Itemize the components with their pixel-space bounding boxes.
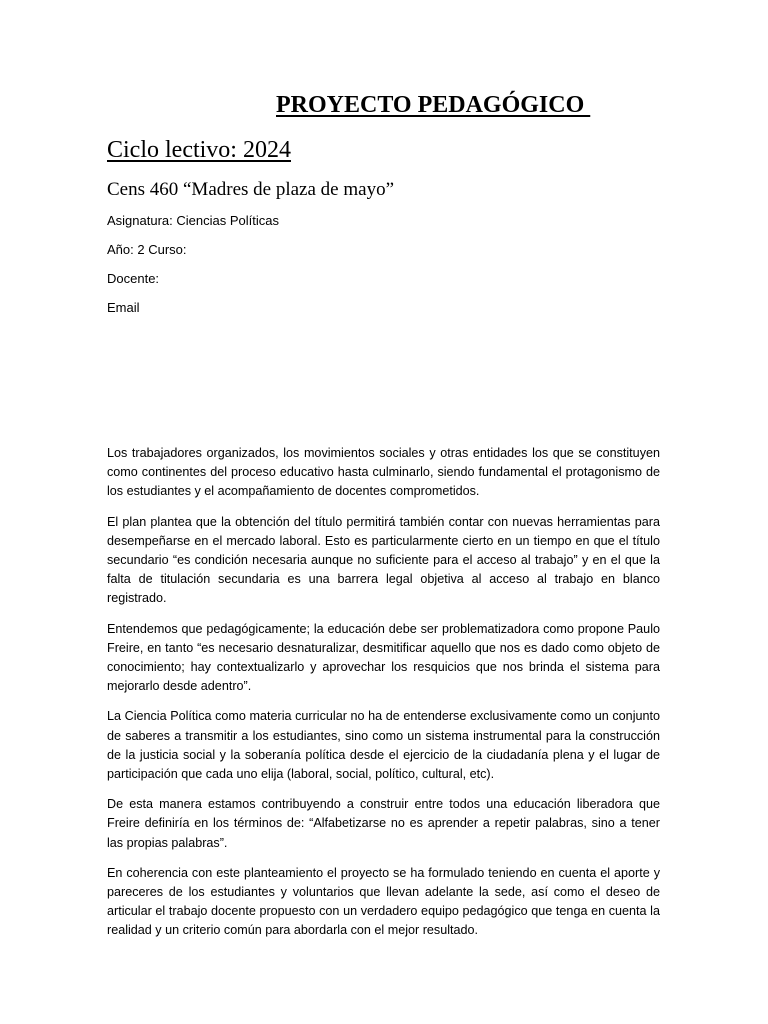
body-text — [107, 444, 660, 952]
paragraph: En coherencia con este planteamiento el proyecto se ha formulado teniendo en cuenta el aporte y pareceres de los estudiantes y voluntarios que llevan adelante la sede, así como el deseo de articular el trabajo docente propuesto con un verdadero equipo pedagógico que tenga en cuenta la realidad y un criterio común para abordarla con el mejor resultado. — [107, 865, 660, 938]
asignatura-field: Asignatura: Ciencias Políticas — [107, 213, 279, 228]
paragraph: La Ciencia Política como materia curricular no ha de entenderse exclusivamente como un conjunto de saberes a transmitir a los estudiantes, sino como un sistema instrumental para la construcción de la justicia social y la soberanía política desde el ejercicio de la ciudadanía plena y el lugar de participación que cada uno elija (laboral, social, político, cultural, etc). — [107, 709, 660, 782]
anio-curso-field: Año: 2 Curso: — [107, 242, 187, 257]
paragraph: El plan plantea que la obtención del título permitirá también contar con nuevas herramientas para desempeñarse en el mercado laboral. Esto es particularmente cierto en un tiempo en que el título secundario “es condición necesaria aunque no suficiente para el acceso al trabajo” y en el que la falta de titulación secundaria es una barrera legal objetiva al acceso al trabajo en blanco registrado. — [107, 514, 660, 606]
paragraph: De esta manera estamos contribuyendo a construir entre todos una educación liberadora que Freire definiría en los términos de: “Alfabetizarse no es aprender a repetir palabras, sino a tener las propias palabras”. — [107, 797, 660, 850]
email-field: Email — [107, 300, 140, 315]
ciclo-lectivo-heading: Ciclo lectivo: 2024 — [107, 137, 291, 163]
document-title: PROYECTO PEDAGÓGICO — [276, 92, 591, 118]
institution-name: Cens 460 “Madres de plaza de mayo” — [107, 179, 395, 200]
paragraph: Entendemos que pedagógicamente; la educación debe ser problematizadora como propone Paulo Freire, en tanto “es necesario desnaturalizar, desmitificar aquello que nos es dado como objeto de conocimiento; hay contextualizarlo y aprovechar los resquicios que nos brinda el sistema para mejorarlo desde adentro”. — [107, 621, 660, 694]
paragraph: Los trabajadores organizados, los movimientos sociales y otras entidades los que se constituyen como continentes del proceso educativo hasta culminarlo, siendo fundamental el protagonismo de los estudiantes y el acompañamiento de docentes comprometidos. — [107, 446, 660, 499]
docente-field: Docente: — [107, 271, 160, 286]
